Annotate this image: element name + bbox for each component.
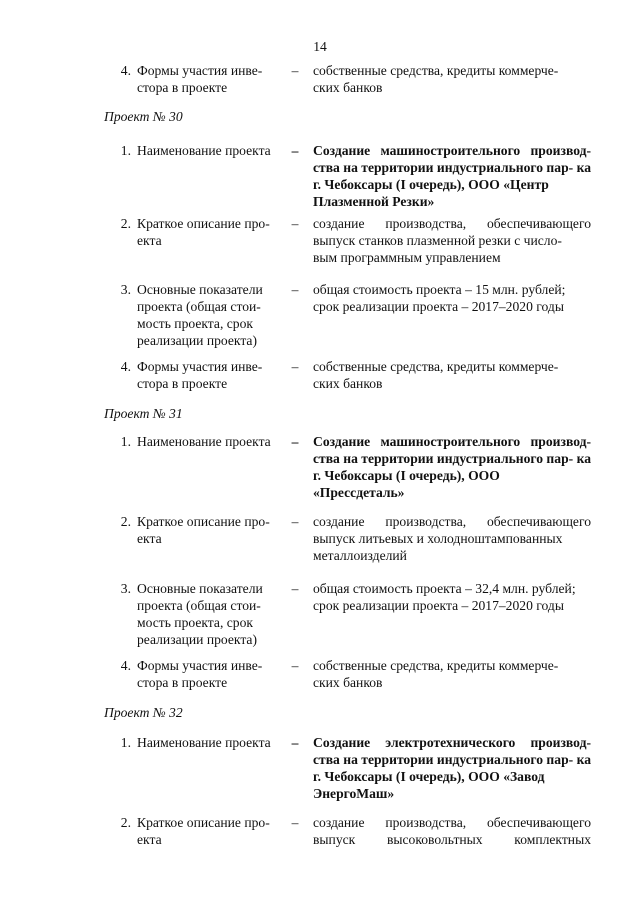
item-value: собственные средства, кредиты коммерче- ских банков <box>313 359 559 391</box>
dash: – <box>291 815 299 830</box>
item-number: 2. <box>120 514 131 529</box>
item-value: собственные средства, кредиты коммерче- ских банков <box>313 63 559 95</box>
project-name: Создание электротехнического производ- ства на территории индустриального пар- ка г. Чебоксары (I очередь), ООО «Завод ЭнергоМаш» <box>313 735 591 801</box>
item-label: Основные показатели проекта (общая стои- мость проекта, срок реализации проекта) <box>137 282 263 348</box>
item-number: 1. <box>120 434 131 449</box>
item-label: Краткое описание про- екта <box>137 514 270 546</box>
item-label: Формы участия инве- стора в проекте <box>137 359 263 391</box>
page-number: 14 <box>313 39 327 54</box>
item-value: создание производства, обеспечивающего выпуск станков плазменной резки с число- вым программным управлением <box>313 216 591 265</box>
dash: – <box>291 514 299 529</box>
project-heading: Проект № 32 <box>104 705 183 720</box>
item-number: 2. <box>120 815 131 830</box>
item-label: Формы участия инве- стора в проекте <box>137 63 263 95</box>
item-label: Основные показатели проекта (общая стои- мость проекта, срок реализации проекта) <box>137 581 263 647</box>
dash: – <box>291 63 299 78</box>
item-label: Наименование проекта <box>137 434 271 449</box>
item-value: создание производства, обеспечивающего выпуск высоковольтных комплектных <box>313 815 591 847</box>
dash: – <box>291 658 299 673</box>
item-number: 1. <box>120 735 131 750</box>
dash: – <box>291 434 299 449</box>
item-number: 3. <box>120 282 131 297</box>
project-heading: Проект № 30 <box>104 109 183 124</box>
item-label: Наименование проекта <box>137 143 271 158</box>
dash: – <box>291 216 299 231</box>
dash: – <box>291 735 299 750</box>
dash: – <box>291 282 299 297</box>
item-number: 1. <box>120 143 131 158</box>
item-number: 2. <box>120 216 131 231</box>
item-label: Краткое описание про- екта <box>137 216 270 248</box>
item-number: 4. <box>120 658 131 673</box>
item-number: 3. <box>120 581 131 596</box>
item-value: собственные средства, кредиты коммерче- ских банков <box>313 658 559 690</box>
item-label: Наименование проекта <box>137 735 271 750</box>
project-name: Создание машиностроительного производ- ства на территории индустриального пар- ка г. Чебоксары (I очередь), ООО «Центр Плазменной Резки» <box>313 143 591 209</box>
item-number: 4. <box>120 63 131 78</box>
dash: – <box>291 359 299 374</box>
item-label: Краткое описание про- екта <box>137 815 270 847</box>
item-value: создание производства, обеспечивающего выпуск литьевых и холодноштампованных металлоизделий <box>313 514 591 563</box>
dash: – <box>291 581 299 596</box>
item-value: общая стоимость проекта – 15 млн. рублей; срок реализации проекта – 2017–2020 годы <box>313 282 566 314</box>
item-value: общая стоимость проекта – 32,4 млн. рублей; срок реализации проекта – 2017–2020 годы <box>313 581 576 613</box>
item-number: 4. <box>120 359 131 374</box>
item-label: Формы участия инве- стора в проекте <box>137 658 263 690</box>
project-name: Создание машиностроительного производ- ства на территории индустриального пар- ка г. Чебоксары (I очередь), ООО «Прессдеталь» <box>313 434 591 500</box>
project-heading: Проект № 31 <box>104 406 183 421</box>
dash: – <box>291 143 299 158</box>
